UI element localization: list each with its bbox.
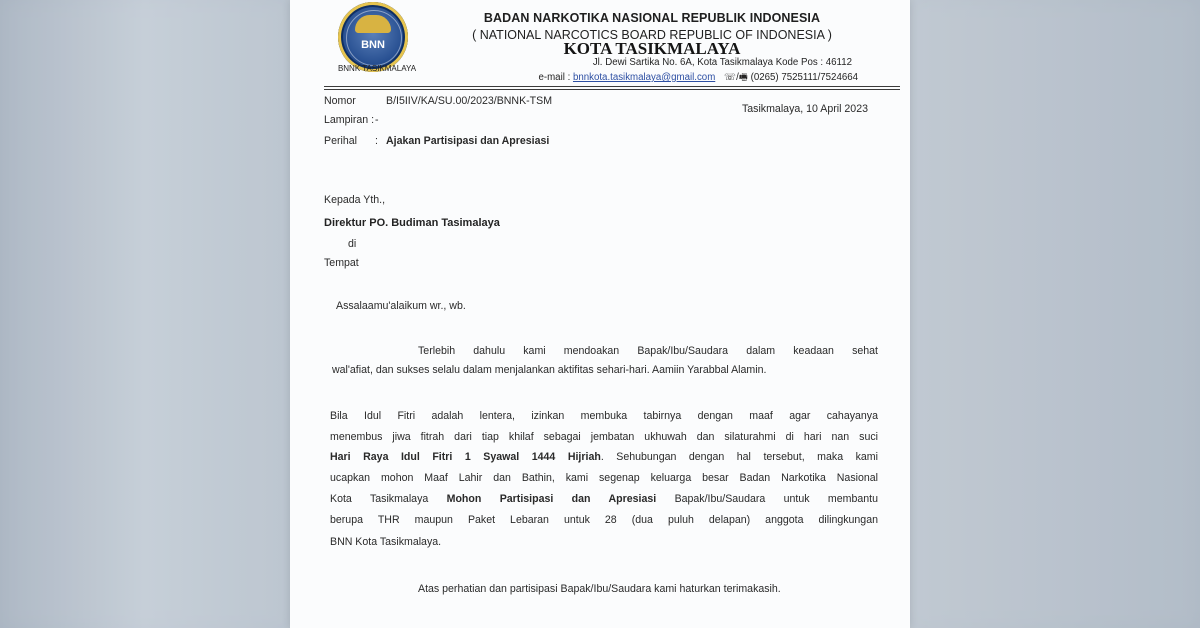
recipient-name: Direktur PO. Budiman Tasimalaya xyxy=(324,217,500,229)
garuda-emblem-icon xyxy=(355,15,391,33)
phone-number: (0265) 7525111/7524664 xyxy=(750,72,858,83)
lampiran-label: Lampiran : xyxy=(324,114,375,126)
perihal-value: Ajakan Partisipasi dan Apresiasi xyxy=(386,135,550,147)
request-phrase: Mohon Partisipasi dan Apresiasi xyxy=(446,493,657,505)
phone-fax-icon: ☏/🖷 xyxy=(723,72,748,83)
agency-name: BADAN NARKOTIKA NASIONAL REPUBLIK INDONESIA xyxy=(483,11,821,25)
logo-caption: BNNK TASIKMALAYA xyxy=(337,64,417,73)
letter-page xyxy=(290,0,910,628)
salutation: Assalaamu'alaikum wr., wb. xyxy=(336,300,466,312)
paragraph-1-line-2: wal'afiat, dan sukses selalu dalam menjalankan aktifitas sehari-hari. Aamiin Yarabbal Alamin. xyxy=(332,364,767,376)
paragraph-2-line-7: BNN Kota Tasikmalaya. xyxy=(330,536,442,548)
paragraph-2-line-5-pre: Kota Tasikmalaya xyxy=(330,493,429,505)
paragraph-2-line-5 xyxy=(330,493,878,505)
holiday-name: Hari Raya Idul Fitri 1 Syawal 1444 Hijriah xyxy=(330,451,601,463)
left-blurred-background xyxy=(0,0,290,628)
recipient-greeting: Kepada Yth., xyxy=(324,194,386,206)
nomor-label: Nomor xyxy=(324,95,356,107)
email-label: e-mail : xyxy=(538,72,571,83)
paragraph-2-line-3-rest: . Sehubungan dengan hal tersebut, maka kami xyxy=(600,451,878,463)
city-name: KOTA TASIKMALAYA xyxy=(563,39,741,58)
header-divider-bottom xyxy=(324,89,900,90)
header-divider-top xyxy=(324,86,900,87)
office-address: Jl. Dewi Sartika No. 6A, Kota Tasikmalaya Kode Pos : 46112 xyxy=(592,57,852,68)
bnn-logo xyxy=(338,2,408,72)
email-link[interactable]: bnnkota.tasikmalaya@gmail.com xyxy=(572,72,716,83)
logo-text: BNN xyxy=(361,39,385,51)
agency-english-name: ( NATIONAL NARCOTICS BOARD REPUBLIC OF INDONESIA ) xyxy=(472,28,832,42)
right-blurred-background xyxy=(910,0,1200,628)
paragraph-2-line-6: berupa THR maupun Paket Lebaran untuk 28 (dua puluh delapan) anggota dilingkungan xyxy=(330,514,878,526)
recipient-di: di xyxy=(348,238,357,250)
letter-date: Tasikmalaya, 10 April 2023 xyxy=(741,103,868,115)
recipient-place: Tempat xyxy=(324,257,359,269)
lampiran-value: - xyxy=(375,114,379,126)
paragraph-2-line-2: menembus jiwa fitrah dari tiap khilaf sebagai jembatan ukhuwah dan silaturahmi di hari nan suci xyxy=(330,431,878,443)
contact-line xyxy=(452,71,858,87)
paragraph-1-line-1: Terlebih dahulu kami mendoakan Bapak/Ibu/Saudara dalam keadaan sehat xyxy=(418,345,878,357)
perihal-label: Perihal xyxy=(324,135,357,147)
paragraph-2-line-1: Bila Idul Fitri adalah lentera, izinkan membuka tabirnya dengan maaf agar cahayanya xyxy=(330,410,878,422)
paragraph-2-line-5-post: Bapak/Ibu/Saudara untuk membantu xyxy=(674,493,878,505)
paragraph-2-line-4: ucapkan mohon Maaf Lahir dan Bathin, kami segenap keluarga besar Badan Narkotika Nasional xyxy=(330,472,878,484)
paragraph-2-line-3 xyxy=(330,451,878,463)
closing-statement: Atas perhatian dan partisipasi Bapak/Ibu/Saudara kami haturkan terimakasih. xyxy=(418,583,781,595)
nomor-value: B/I5IIV/KA/SU.00/2023/BNNK-TSM xyxy=(386,95,553,107)
perihal-colon: : xyxy=(375,135,378,147)
